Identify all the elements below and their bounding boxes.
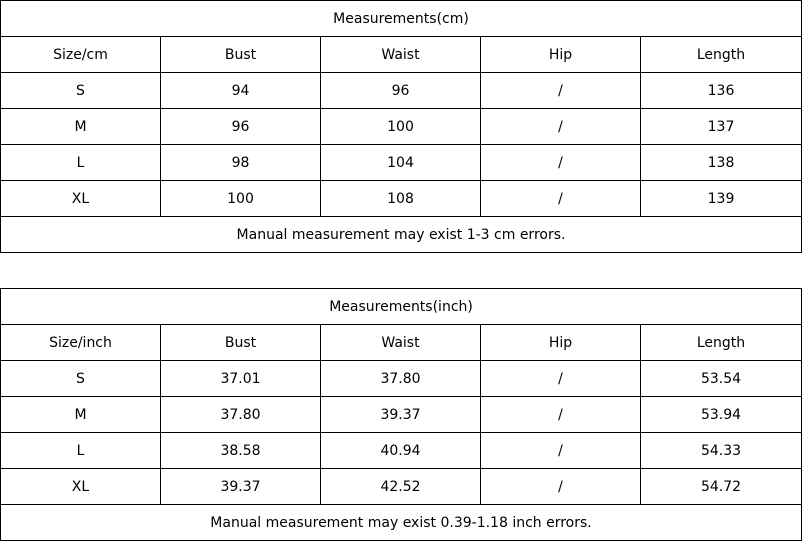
cell-bust: 94 [161, 73, 321, 109]
cell-hip: / [481, 397, 641, 433]
table-row [1, 109, 802, 145]
cell-hip: / [481, 181, 641, 217]
table-row [1, 361, 802, 397]
header-size: Size/cm [1, 37, 161, 73]
cell-size: M [1, 397, 161, 433]
table-row [1, 181, 802, 217]
header-size: Size/inch [1, 325, 161, 361]
cell-hip: / [481, 433, 641, 469]
table-header-row [1, 37, 802, 73]
cell-size: L [1, 145, 161, 181]
cell-size: S [1, 73, 161, 109]
cell-waist: 39.37 [321, 397, 481, 433]
cell-size: S [1, 361, 161, 397]
cell-size: M [1, 109, 161, 145]
cell-waist: 104 [321, 145, 481, 181]
cell-bust: 100 [161, 181, 321, 217]
cell-length: 53.54 [641, 361, 802, 397]
cell-hip: / [481, 145, 641, 181]
header-waist: Waist [321, 37, 481, 73]
cell-size: XL [1, 469, 161, 505]
cell-waist: 42.52 [321, 469, 481, 505]
table-note: Manual measurement may exist 0.39-1.18 inch errors. [1, 505, 802, 541]
table-note-row [1, 505, 802, 541]
table-title-row [1, 289, 802, 325]
header-length: Length [641, 37, 802, 73]
cell-size: L [1, 433, 161, 469]
cell-bust: 96 [161, 109, 321, 145]
cell-bust: 37.80 [161, 397, 321, 433]
cell-length: 54.33 [641, 433, 802, 469]
table-row [1, 469, 802, 505]
cell-length: 138 [641, 145, 802, 181]
header-bust: Bust [161, 37, 321, 73]
table-header-row [1, 325, 802, 361]
cell-waist: 108 [321, 181, 481, 217]
table-title: Measurements(cm) [1, 1, 802, 37]
table-row [1, 145, 802, 181]
cell-length: 136 [641, 73, 802, 109]
header-bust: Bust [161, 325, 321, 361]
table-title-row [1, 1, 802, 37]
table-title: Measurements(inch) [1, 289, 802, 325]
table-row [1, 73, 802, 109]
table-row [1, 433, 802, 469]
cell-length: 137 [641, 109, 802, 145]
table-note-row [1, 217, 802, 253]
cell-waist: 100 [321, 109, 481, 145]
header-length: Length [641, 325, 802, 361]
header-hip: Hip [481, 325, 641, 361]
cell-bust: 37.01 [161, 361, 321, 397]
table-row [1, 397, 802, 433]
cell-hip: / [481, 73, 641, 109]
header-waist: Waist [321, 325, 481, 361]
cell-hip: / [481, 469, 641, 505]
cell-length: 53.94 [641, 397, 802, 433]
cell-length: 54.72 [641, 469, 802, 505]
table-note: Manual measurement may exist 1-3 cm errors. [1, 217, 802, 253]
cell-bust: 38.58 [161, 433, 321, 469]
cell-hip: / [481, 361, 641, 397]
cell-bust: 98 [161, 145, 321, 181]
size-table-cm [0, 0, 802, 253]
cell-hip: / [481, 109, 641, 145]
cell-waist: 37.80 [321, 361, 481, 397]
cell-waist: 40.94 [321, 433, 481, 469]
header-hip: Hip [481, 37, 641, 73]
size-table-inch [0, 288, 802, 541]
cell-length: 139 [641, 181, 802, 217]
cell-waist: 96 [321, 73, 481, 109]
cell-bust: 39.37 [161, 469, 321, 505]
cell-size: XL [1, 181, 161, 217]
